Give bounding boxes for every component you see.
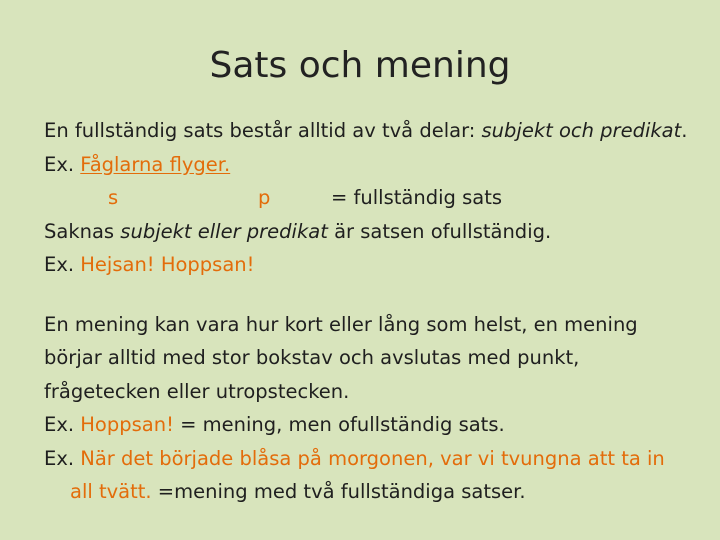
example-text-3: Hoppsan! bbox=[80, 413, 174, 436]
example-text-2: Hejsan! Hoppsan! bbox=[80, 253, 255, 276]
incomplete-rule-line bbox=[44, 215, 694, 249]
example-suffix-5: =mening med två fullständiga satser. bbox=[151, 480, 526, 503]
example-line-1 bbox=[44, 148, 694, 182]
example-prefix-1: Ex. bbox=[44, 152, 81, 176]
mening-text-1: En mening kan vara hur kort eller lång som helst, en mening bbox=[44, 312, 638, 336]
mening-line-1 bbox=[44, 308, 694, 342]
mening-text-2: börjar alltid med stor bokstav och avslutas med punkt, bbox=[44, 346, 580, 369]
example-line-4 bbox=[44, 442, 694, 476]
definition-end: . bbox=[681, 119, 688, 142]
mening-line-3 bbox=[44, 375, 694, 409]
predicate-marker: p bbox=[258, 186, 271, 209]
subject-marker: s bbox=[108, 186, 119, 209]
incomplete-italic: subjekt eller predikat bbox=[120, 219, 328, 243]
example-prefix-4: Ex. bbox=[44, 446, 81, 470]
example-text-1: Fåglarna flyger. bbox=[80, 152, 231, 176]
example-text-4: När det började blåsa på morgonen, var vi tvungna att ta in bbox=[80, 446, 665, 470]
slide-body bbox=[44, 114, 694, 509]
example-line-3 bbox=[44, 408, 694, 442]
mening-text-3: frågetecken eller utropstecken. bbox=[44, 379, 350, 403]
definition-text: En fullständig sats består alltid av två delar: bbox=[44, 119, 482, 142]
example-line-5 bbox=[44, 475, 694, 509]
example-prefix-2: Ex. bbox=[44, 253, 81, 276]
subject-predicate-line bbox=[44, 181, 694, 215]
definition-line bbox=[44, 114, 694, 148]
definition-italic: subjekt och predikat bbox=[481, 119, 682, 142]
example-line-2 bbox=[44, 248, 694, 282]
example-prefix-3: Ex. bbox=[44, 413, 81, 436]
incomplete-prefix: Saknas bbox=[44, 219, 121, 243]
incomplete-suffix: är satsen ofullständig. bbox=[327, 219, 552, 243]
sentence-result: = fullständig sats bbox=[331, 186, 502, 209]
paragraph-gap bbox=[44, 282, 694, 308]
example-text-5: all tvätt. bbox=[70, 480, 152, 503]
mening-line-2 bbox=[44, 341, 694, 375]
slide-title: Sats och mening bbox=[209, 45, 511, 86]
example-suffix-3: = mening, men ofullständig sats. bbox=[173, 413, 505, 436]
